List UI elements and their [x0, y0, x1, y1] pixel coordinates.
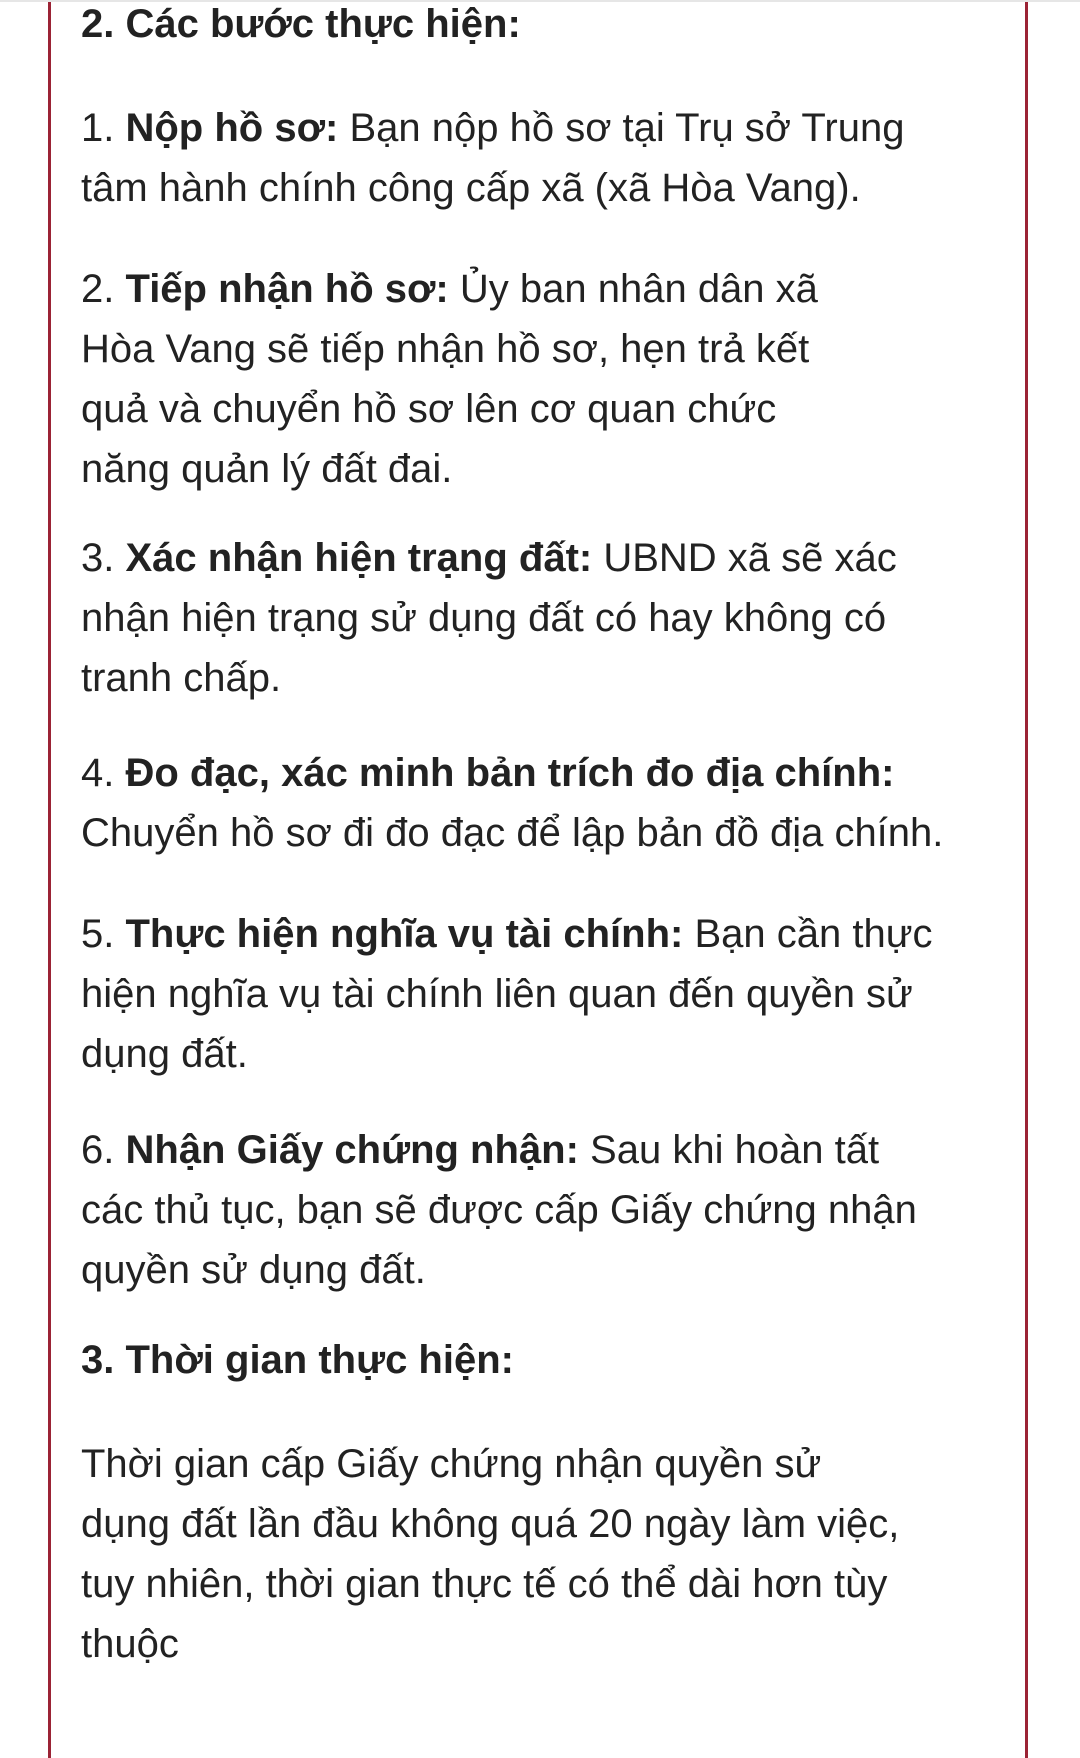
step-4: [81, 743, 981, 863]
step-title: Đo đạc, xác minh bản trích đo địa chính:: [125, 751, 895, 795]
step-5: [81, 904, 941, 1084]
step-number: 2.: [81, 267, 126, 311]
step-number: 5.: [81, 912, 126, 956]
step-title: Thực hiện nghĩa vụ tài chính:: [125, 912, 684, 956]
section-3-heading: 3. Thời gian thực hiện:: [81, 1338, 514, 1382]
step-text: Bạn nộp hồ sơ tại Trụ sở Trung tâm hành chính công cấp xã (xã Hòa Vang).: [81, 106, 905, 210]
step-number: 6.: [81, 1128, 126, 1172]
section-3-paragraph: Thời gian cấp Giấy chứng nhận quyền sử dụng đất lần đầu không quá 20 ngày làm việc, tuy nhiên, thời gian thực tế có thể dài hơn tùy thuộc: [81, 1442, 900, 1666]
step-text: Ủy ban nhân dân xã Hòa Vang sẽ tiếp nhận hồ sơ, hẹn trả kết quả và chuyển hồ sơ lên cơ quan chức năng quản lý đất đai.: [81, 267, 818, 491]
step-title: Nộp hồ sơ:: [125, 106, 339, 150]
step-text: Chuyển hồ sơ đi đo đạc để lập bản đồ địa chính.: [81, 811, 944, 855]
section-2-heading: 2. Các bước thực hiện:: [81, 2, 521, 46]
step-number: 3.: [81, 536, 126, 580]
step-3: [81, 528, 981, 708]
step-text: Sau khi hoàn tất các thủ tục, bạn sẽ được cấp Giấy chứng nhận quyền sử dụng đất.: [81, 1128, 917, 1292]
step-text: UBND xã sẽ xác nhận hiện trạng sử dụng đất có hay không có tranh chấp.: [81, 536, 897, 700]
step-6: [81, 1120, 951, 1300]
step-number: 4.: [81, 751, 126, 795]
step-1: [81, 98, 911, 218]
step-title: Tiếp nhận hồ sơ:: [125, 267, 449, 311]
step-number: 1.: [81, 106, 126, 150]
step-title: Nhận Giấy chứng nhận:: [125, 1128, 579, 1172]
step-title: Xác nhận hiện trạng đất:: [125, 536, 593, 580]
step-2: [81, 259, 871, 499]
step-text: Bạn cần thực hiện nghĩa vụ tài chính liên quan đến quyền sử dụng đất.: [81, 912, 933, 1076]
